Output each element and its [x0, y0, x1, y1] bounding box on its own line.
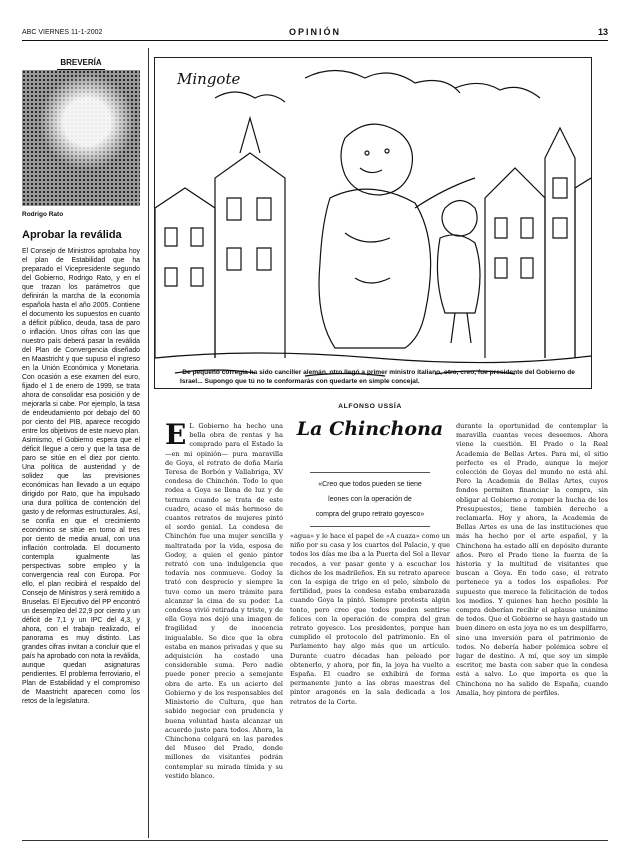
cartoon-signature: Mingote [177, 70, 241, 88]
footer-rule [22, 840, 608, 841]
photo-caption: Rodrigo Rato [22, 211, 64, 218]
page-number: 13 [597, 27, 608, 37]
breveria-label: BREVERÍA [22, 56, 140, 70]
page-header [22, 27, 608, 39]
section-title: OPINIÓN [288, 27, 341, 37]
pullquote-rule-top [310, 472, 430, 473]
pullquote-line: leones con la operación de [328, 496, 412, 503]
pullquote-line: compra del grupo retrato goyesco» [315, 511, 425, 518]
article-author: ALFONSO USSÍA [338, 403, 402, 410]
article-column-2: «agua» y le hace el papel de «A cuaza» como un niño por su casa y los cuartos del Palacio, y que todos los días me iba a la Puerta del Sol a llevar recados, a ver pasar gente y a escuchar los dichos de los madrileños. En su retrato aparece con la espiga de trigo en el pelo, símbolo de fertilidad, pues la condesa estaba embarazada cuando Goya la pintó. Siempre protesta algún tonto, pero creo que todos pueden sentirse felices con la operación de compra del gran retrato goyesco. Los presidentes, porque han cumplido el protocolo del patrimonio. En el Parlamento hay algo más que un artículo. Durante cuatro décadas han peleado por obtenerlo, y ahora, por fin, la joya ha vuelto a España. El cuadro se exhibirá de forma permanente junto a las obras maestras del pintor aragonés en la sala dedicada a los retratos de la Corte. [290, 532, 450, 706]
cartoon-illustration [154, 57, 592, 389]
column-divider [148, 48, 149, 838]
article-column-3: durante la oportunidad de contemplar la maravilla cuantas veces deseemos. Ahora viene la cuestión. El Prado o la Real Academia de Bellas Artes. Para mí, el sitio perfecto es el Prado, aunque la mejor colección de Goyas del mundo no está ahí. Pero la Academia de Bellas Artes, cuyos fondos permiten financiar la compra, sin obligar al Gobierno a romper la hucha de los Presupuestos, tiene también derecho a reclamarla. Hoy y ahora, la Academia de Bellas Artes es una de las instituciones que más ha hecho por el arte español, y la Chinchona ha estado allí en depósito durante años. Pero el Prado tiene la fuerza de la historia y la multitud de visitantes que buscan a Goya. En todo caso, el retrato pertenece ya a todos los españoles. Por supuesto que merece la felicitación de todos los medios. Y quienes han hecho posible la compra deberían recibir el aplauso unánime de todos. Que el Gobierno se haya gastado un buen dinero en esta joya no es un despilfarro, sino una inversión para el patrimonio de todos. No debería haber polémica sobre el lugar de destino. A mí, que soy un simple escritor, me basta con saber que la condesa está a salvo. Lo que importa es que la Chinchona no ha salido de España, cuando Amalia, hoy pintora de perfiles. [456, 422, 608, 697]
cartoon-drawing [155, 58, 591, 388]
header-rule [22, 40, 608, 41]
brief-headline: Aprobar la reválida [22, 229, 122, 241]
drop-cap: E [165, 422, 187, 451]
portrait-photo [22, 70, 140, 206]
issue-date: ABC VIERNES 11-1-2002 [22, 29, 103, 36]
brief-body: El Consejo de Ministros aprobaba hoy el plan de Estabilidad que ha preparado el Vicepresidente segundo del Gobierno, Rodrigo Rato, y en el que trazan los parámetros que definirán la marcha de la economía española hasta el año 2005. Contiene el documento los supuestos en cuanto a déficit público, deuda, tasa de paro o inflación. Unos cifras con las que nuestro país deberá pasar la reválida del Plan de Convergencia diseñado en Maastricht y que supuso el ingreso en la Unión Económica y Monetaria. Con ocasión a ese examen del euro, fijado el 1 de enero de 1999, se trata ahora de consolidar esa posición y de mejorarla si cabe. Por ejemplo, la tasa de endeudamiento por debajo del 60 por ciento del PIB, aparece recogido entre los objetivos de este nuevo plan. Asimismo, el Gobierno espera que el déficit llegue a cero y que la tasa de paro se sitúe en el diez por ciento. Una política de austeridad y de solidez que las previsiones económicas han llevado a un equipo dirigido por Rato, que ha impulsado una dura política de contención del gasto y de reformas estructurales. Así, se confía en que el crecimiento económico se sitúe en torno al tres por ciento de media anual, con una inflación controlada. El documento contempla igualmente las perspectivas sobre empleo y la convergencia real con Europa. Por ello, el plan recibirá el respaldo del Consejo de Ministros y será remitido a Bruselas. El Ejecutivo del PP encontró un desempleo del 22,9 por ciento y un déficit de 7,1 y un IPC del 4,3, y ahora, con el trabajo realizado, el panorama es muy distinto. Las grandes cifras invitan a concluir que el país ha aprobado con nota la reválida, aunque quedan asignaturas pendientes. El problema ferroviario, el Plan de Estabilidad y el compromiso de Maastricht aparecen como los retos de la legislatura. [22, 248, 140, 705]
article-column-1 [165, 422, 283, 838]
pullquote-rule-bottom [310, 526, 430, 527]
cartoon-caption: -De pequeño corregía ha sido canciller alemán, otro llegó a primer ministro italiano, otro, creo, fue presidente del Gobierno de Israel... Supongo que tú no te conformarás con quedarte en simple concejal. [180, 369, 575, 385]
pullquote [290, 477, 450, 522]
article-title: La Chinchona [296, 418, 444, 440]
article-text-1: L Gobierno ha hecho una bella obra de rentas y ha comprado para el Estado la —en mi opinión— pura maravilla de Goya, el retrato de doña María Teresa de Borbón y Vallabriga, XV condesa de Chinchón. Todo lo que rodea a Goya se llena de luz y de ternura cuando se trata de este cuadro, acaso el más hermoso de cuantos retratos de mujeres pintó el sordo genial. La condesa de Chinchón fue una mujer sencilla y maltratada por la vida, esposa de Godoy, a quien el genio pintor retrató con una indulgencia que todavía nos conmueve. Godoy la trató con desprecio y siempre la tuvo como un mero trámite para alcanzar la cima de su poder. La condesa vivió retirada y triste, y de ella Goya nos dejó una imagen de fragilidad y de inocencia inigualable. Se dice que la obra estaba en manos privadas y que su adquisición ha costado una considerable suma. Pero nadie puede poner precio a semejante obra de arte. Es un acierto del Gobierno y de los responsables del Ministerio de Cultura, que han sabido negociar con prudencia y buena voluntad hasta alcanzar un acuerdo justo para todos. Ahora, la Chinchona colgará en las paredes del Museo del Prado, donde millones de visitantes podrán contemplar su mirada tímida y su vestido blanco. [165, 422, 283, 780]
pullquote-line: «Creo que todos pueden se tiene [318, 481, 422, 488]
